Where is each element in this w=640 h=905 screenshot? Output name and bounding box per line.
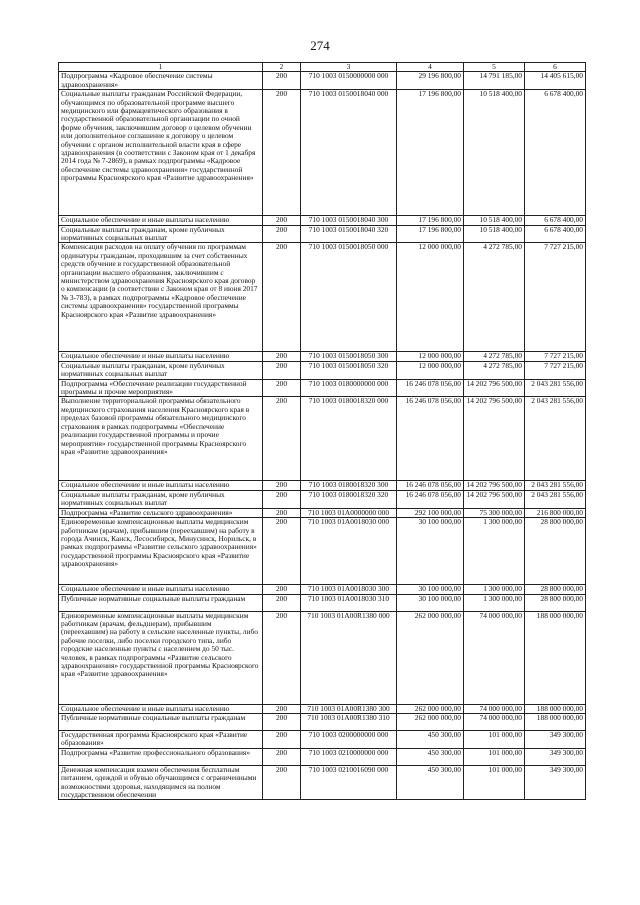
row-amount-total-cell: 262 000 000,00 [397, 704, 464, 713]
row-name-cell: Компенсация расходов на оплату обучения по программам ординатуры гражданам, проходившим за счет собственных средств обучение в государственной образовательной организации высшего образования, заключившим с министерством здравоохранения Красноярского края договор о компенсации (в соответствии с Законом края от 8 июня 2017 № 3-783), в рамках подпрограммы «Кадровое обеспечение системы здравоохранения» государственной программы Красноярского края «Развитие здравоохранения» [59, 243, 263, 352]
row-classification-cell: 710 1003 0200000000 000 [301, 730, 397, 748]
row-amount-year2-cell: 2 043 281 556,00 [525, 481, 586, 490]
row-classification-cell: 710 1003 01А0018030 000 [301, 518, 397, 585]
row-amount-year1-cell: 4 272 785,00 [464, 361, 525, 379]
row-name-cell: Выполнение территориальной программы обязательного медицинского страхования населения Красноярского края в пределах базовой программы обязательного медицинского страхования в рамках подпрограммы «Обеспечение реализации государственной программы и прочие мероприятия» государственной программы Красноярского края «Развитие здравоохранения» [59, 397, 263, 481]
row-amount-year1-cell: 75 300 000,00 [464, 508, 525, 517]
row-classification-cell: 710 1003 0150018050 000 [301, 243, 397, 352]
row-code-cell: 200 [263, 508, 301, 517]
row-name-cell: Социальные выплаты гражданам, кроме публичных нормативных социальных выплат [59, 361, 263, 379]
row-amount-year2-cell: 188 000 000,00 [525, 704, 586, 713]
row-name-cell: Социальное обеспечение и иные выплаты населению [59, 352, 263, 361]
row-code-cell: 200 [263, 490, 301, 508]
row-amount-total-cell: 12 000 000,00 [397, 243, 464, 352]
row-classification-cell: 710 1003 0210016090 000 [301, 765, 397, 800]
table-row [59, 748, 586, 765]
table-row [59, 243, 586, 352]
table-row [59, 490, 586, 508]
row-classification-cell: 710 1003 0150018040 320 [301, 225, 397, 243]
row-classification-cell: 710 1003 0180018320 300 [301, 481, 397, 490]
row-amount-year2-cell: 7 727 215,00 [525, 361, 586, 379]
row-classification-cell: 710 1003 01А0000000 000 [301, 508, 397, 517]
row-amount-year2-cell: 6 678 400,00 [525, 90, 586, 216]
row-amount-total-cell: 450 300,00 [397, 730, 464, 748]
row-amount-year2-cell: 14 405 615,00 [525, 72, 586, 90]
table-row [59, 90, 586, 216]
table-row [59, 585, 586, 594]
row-name-cell: Социальное обеспечение и иные выплаты населению [59, 704, 263, 713]
row-classification-cell: 710 1003 0180000000 000 [301, 379, 397, 397]
row-amount-year1-cell: 4 272 785,00 [464, 243, 525, 352]
row-amount-year1-cell: 14 202 796 500,00 [464, 490, 525, 508]
row-amount-year1-cell: 101 000,00 [464, 730, 525, 748]
table-row [59, 361, 586, 379]
row-code-cell: 200 [263, 713, 301, 730]
column-header: 3 [301, 63, 397, 72]
row-amount-year2-cell: 188 000 000,00 [525, 611, 586, 704]
row-amount-total-cell: 17 196 800,00 [397, 225, 464, 243]
table-row [59, 611, 586, 704]
row-code-cell: 200 [263, 397, 301, 481]
row-code-cell: 200 [263, 704, 301, 713]
row-amount-year2-cell: 7 727 215,00 [525, 352, 586, 361]
row-name-cell: Социальное обеспечение и иные выплаты населению [59, 216, 263, 225]
table-row [59, 397, 586, 481]
row-classification-cell: 710 1003 0150018040 000 [301, 90, 397, 216]
row-name-cell: Государственная программа Красноярского края «Развитие образования» [59, 730, 263, 748]
row-amount-total-cell: 29 196 800,00 [397, 72, 464, 90]
row-classification-cell: 710 1003 0150018050 300 [301, 352, 397, 361]
row-amount-total-cell: 16 246 078 056,00 [397, 481, 464, 490]
row-amount-total-cell: 450 300,00 [397, 765, 464, 800]
row-amount-total-cell: 12 000 000,00 [397, 361, 464, 379]
row-amount-total-cell: 17 196 800,00 [397, 216, 464, 225]
row-classification-cell: 710 1003 0180018320 000 [301, 397, 397, 481]
row-name-cell: Публичные нормативные социальные выплаты гражданам [59, 713, 263, 730]
row-amount-year2-cell: 349 300,00 [525, 730, 586, 748]
row-code-cell: 200 [263, 594, 301, 611]
row-code-cell: 200 [263, 585, 301, 594]
row-amount-year1-cell: 1 300 000,00 [464, 594, 525, 611]
row-name-cell: Социальное обеспечение и иные выплаты населению [59, 481, 263, 490]
row-amount-year1-cell: 14 791 185,00 [464, 72, 525, 90]
row-code-cell: 200 [263, 611, 301, 704]
row-amount-year2-cell: 2 043 281 556,00 [525, 379, 586, 397]
row-classification-cell: 710 1003 01А00R1380 310 [301, 713, 397, 730]
row-amount-year2-cell: 2 043 281 556,00 [525, 397, 586, 481]
row-code-cell: 200 [263, 216, 301, 225]
row-amount-year1-cell: 14 202 796 500,00 [464, 397, 525, 481]
table-row [59, 508, 586, 517]
row-name-cell: Подпрограмма «Развитие сельского здравоохранения» [59, 508, 263, 517]
row-amount-year1-cell: 74 000 000,00 [464, 713, 525, 730]
row-classification-cell: 710 1003 01А00R1380 000 [301, 611, 397, 704]
row-amount-year2-cell: 349 300,00 [525, 748, 586, 765]
row-classification-cell: 710 1003 0210000000 000 [301, 748, 397, 765]
row-amount-year2-cell: 28 800 000,00 [525, 585, 586, 594]
row-amount-total-cell: 16 246 078 056,00 [397, 490, 464, 508]
row-amount-total-cell: 30 100 000,00 [397, 518, 464, 585]
table-row [59, 765, 586, 800]
row-amount-year2-cell: 6 678 400,00 [525, 225, 586, 243]
row-amount-year2-cell: 6 678 400,00 [525, 216, 586, 225]
row-amount-total-cell: 30 100 000,00 [397, 585, 464, 594]
budget-table [58, 62, 586, 800]
row-amount-total-cell: 262 000 000,00 [397, 611, 464, 704]
row-code-cell: 200 [263, 90, 301, 216]
row-amount-total-cell: 17 196 800,00 [397, 90, 464, 216]
table-row [59, 72, 586, 90]
row-code-cell: 200 [263, 361, 301, 379]
row-amount-year1-cell: 10 518 400,00 [464, 216, 525, 225]
row-code-cell: 200 [263, 379, 301, 397]
row-name-cell: Подпрограмма «Обеспечение реализации государственной программы и прочие мероприятия» [59, 379, 263, 397]
row-name-cell: Подпрограмма «Развитие профессионального образования» [59, 748, 263, 765]
row-amount-year1-cell: 14 202 796 500,00 [464, 481, 525, 490]
row-code-cell: 200 [263, 225, 301, 243]
row-amount-year1-cell: 74 000 000,00 [464, 611, 525, 704]
row-amount-year2-cell: 28 800 000,00 [525, 518, 586, 585]
row-classification-cell: 710 1003 01А0018030 310 [301, 594, 397, 611]
row-code-cell: 200 [263, 481, 301, 490]
table-row [59, 481, 586, 490]
table-row [59, 704, 586, 713]
row-amount-year1-cell: 14 202 796 500,00 [464, 379, 525, 397]
table-row [59, 225, 586, 243]
table-row [59, 594, 586, 611]
row-amount-year1-cell: 101 000,00 [464, 748, 525, 765]
row-amount-year1-cell: 10 518 400,00 [464, 225, 525, 243]
column-header: 6 [525, 63, 586, 72]
row-amount-total-cell: 12 000 000,00 [397, 352, 464, 361]
row-classification-cell: 710 1003 01А00R1380 300 [301, 704, 397, 713]
table-row [59, 352, 586, 361]
page-number: 274 [310, 38, 330, 53]
row-name-cell: Денежная компенсация взамен обеспечения бесплатным питанием, одеждой и обувью обучающимся с ограниченными возможностями здоровья, находящимся на полном государственном обеспечении [59, 765, 263, 800]
row-name-cell: Подпрограмма «Кадровое обеспечение системы здравоохранения» [59, 72, 263, 90]
row-amount-year2-cell: 28 800 000,00 [525, 594, 586, 611]
table-row [59, 379, 586, 397]
row-amount-year1-cell: 101 000,00 [464, 765, 525, 800]
row-amount-total-cell: 16 246 078 056,00 [397, 397, 464, 481]
row-amount-year1-cell: 1 300 000,00 [464, 585, 525, 594]
table-row [59, 216, 586, 225]
row-amount-total-cell: 262 000 000,00 [397, 713, 464, 730]
table-row [59, 730, 586, 748]
row-amount-year2-cell: 216 800 000,00 [525, 508, 586, 517]
row-amount-year1-cell: 4 272 785,00 [464, 352, 525, 361]
column-header: 2 [263, 63, 301, 72]
row-amount-year1-cell: 1 300 000,00 [464, 518, 525, 585]
row-classification-cell: 710 1003 0180018320 320 [301, 490, 397, 508]
row-code-cell: 200 [263, 352, 301, 361]
row-name-cell: Социальные выплаты гражданам, кроме публичных нормативных социальных выплат [59, 490, 263, 508]
row-code-cell: 200 [263, 243, 301, 352]
row-amount-total-cell: 30 100 000,00 [397, 594, 464, 611]
row-code-cell: 200 [263, 518, 301, 585]
row-amount-year2-cell: 349 300,00 [525, 765, 586, 800]
row-amount-year1-cell: 74 000 000,00 [464, 704, 525, 713]
row-amount-total-cell: 450 300,00 [397, 748, 464, 765]
table-header-row [59, 63, 586, 72]
row-classification-cell: 710 1003 01А0018030 300 [301, 585, 397, 594]
row-name-cell: Социальные выплаты гражданам, кроме публичных нормативных социальных выплат [59, 225, 263, 243]
row-code-cell: 200 [263, 765, 301, 800]
row-amount-year2-cell: 188 000 000,00 [525, 713, 586, 730]
row-name-cell: Публичные нормативные социальные выплаты гражданам [59, 594, 263, 611]
row-code-cell: 200 [263, 72, 301, 90]
row-name-cell: Единовременные компенсационные выплаты медицинским работникам (врачам), прибывшим (переехавшим) на работу в города Ачинск, Канск, Лесосибирск, Минусинск, Норильск, в рамках подпрограммы «Развитие сельского здравоохранения» государственной программы Красноярского края «Развитие здравоохранения» [59, 518, 263, 585]
row-name-cell: Социальные выплаты гражданам Российской Федерации, обучающимся по образовательной программе высшего медицинского или фармацевтического образования в государственной образовательной организации по очной форме обучения, заключившим договор о целевом обучении или дополнительное соглашение к договору о целевом обучении с органом исполнительной власти края в сфере здравоохранения (в соответствии с Законом края от 1 декабря 2014 года № 7-2869), в рамках подпрограммы «Кадровое обеспечение системы здравоохранения» государственной программы Красноярского края «Развитие здравоохранения» [59, 90, 263, 216]
column-header: 5 [464, 63, 525, 72]
row-code-cell: 200 [263, 748, 301, 765]
row-classification-cell: 710 1003 0150018050 320 [301, 361, 397, 379]
row-code-cell: 200 [263, 730, 301, 748]
row-classification-cell: 710 1003 0150000000 000 [301, 72, 397, 90]
row-amount-year2-cell: 2 043 281 556,00 [525, 490, 586, 508]
row-classification-cell: 710 1003 0150018040 300 [301, 216, 397, 225]
row-amount-total-cell: 292 100 000,00 [397, 508, 464, 517]
row-amount-year2-cell: 7 727 215,00 [525, 243, 586, 352]
row-amount-year1-cell: 10 518 400,00 [464, 90, 525, 216]
column-header: 4 [397, 63, 464, 72]
row-amount-total-cell: 16 246 078 056,00 [397, 379, 464, 397]
table-row [59, 518, 586, 585]
table-body [59, 72, 586, 800]
table-row [59, 713, 586, 730]
row-name-cell: Единовременные компенсационные выплаты медицинским работникам (врачам, фельдшерам), прибывшим (переехавшим) на работу в сельские населенные пункты, либо рабочие поселки, либо поселки городского типа, либо городские населенные пункты с населением до 50 тыс. человек, в рамках подпрограммы «Развитие сельского здравоохранения» государственной программы Красноярского края «Развитие здравоохранения» [59, 611, 263, 704]
column-header: 1 [59, 63, 263, 72]
row-name-cell: Социальное обеспечение и иные выплаты населению [59, 585, 263, 594]
